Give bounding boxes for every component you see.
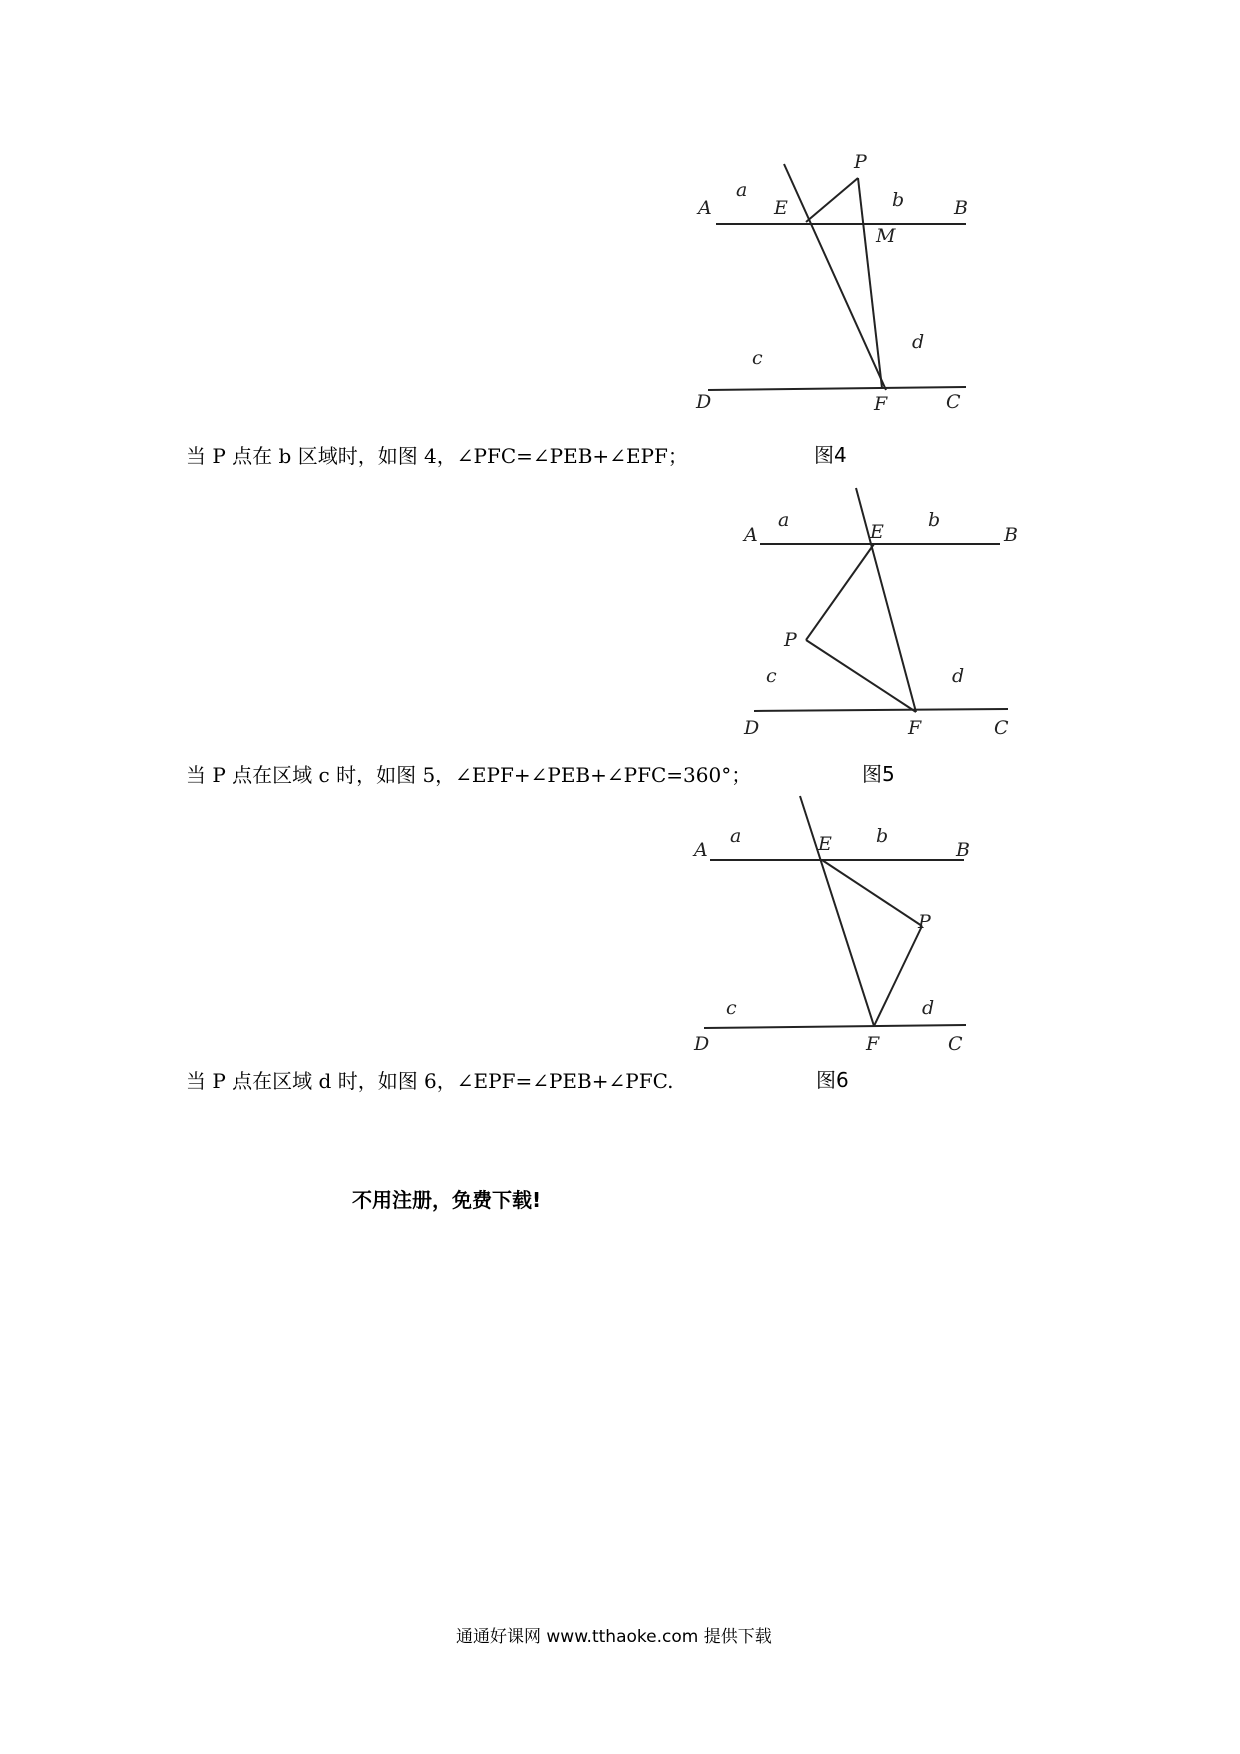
- label-d-point: D: [744, 717, 760, 739]
- label-e: E: [774, 197, 788, 219]
- region-b: b: [892, 189, 905, 211]
- figure-4-caption: 图4: [814, 443, 847, 467]
- region-a: a: [736, 179, 748, 201]
- page-footer: 通通好课网 www.tthaoke.com 提供下载: [456, 1627, 772, 1647]
- figure-6-diagram: [690, 790, 990, 1060]
- label-c-point: C: [946, 391, 961, 413]
- figure-4-diagram: [690, 150, 990, 430]
- label-a-point: A: [744, 524, 758, 546]
- segment-ep: [806, 544, 874, 640]
- figure-5-diagram: [740, 480, 1040, 750]
- label-d-point: D: [696, 391, 712, 413]
- figure-5-caption: 图5: [862, 762, 895, 786]
- label-m: M: [876, 225, 896, 247]
- line-dc: [704, 1025, 966, 1028]
- label-e: E: [818, 833, 832, 855]
- region-a: a: [730, 825, 742, 847]
- figure-6-caption: 图6: [816, 1068, 849, 1092]
- label-b-point: B: [954, 197, 968, 219]
- region-c: c: [766, 665, 777, 687]
- segment-ep: [806, 178, 858, 222]
- label-p: P: [918, 911, 931, 933]
- region-c: c: [726, 997, 737, 1019]
- line-dc: [754, 709, 1008, 711]
- download-slogan: 不用注册，免费下载!: [352, 1188, 542, 1212]
- label-e: E: [870, 521, 884, 543]
- label-a-point: A: [694, 839, 708, 861]
- segment-ep: [822, 860, 922, 926]
- label-f: F: [874, 393, 888, 415]
- label-f: F: [908, 717, 922, 739]
- segment-pf: [874, 926, 922, 1026]
- region-b: b: [876, 825, 889, 847]
- figure-6-text: 当 P 点在区域 d 时，如图 6，∠EPF=∠PEB+∠PFC.: [186, 1069, 674, 1093]
- label-a-point: A: [698, 197, 712, 219]
- label-c-point: C: [948, 1033, 963, 1055]
- label-f: F: [866, 1033, 880, 1055]
- label-c-point: C: [994, 717, 1009, 739]
- label-b-point: B: [1004, 524, 1018, 546]
- region-c: c: [752, 347, 763, 369]
- label-d-point: D: [694, 1033, 710, 1055]
- line-dc: [708, 387, 966, 390]
- label-p: P: [784, 629, 797, 651]
- label-b-point: B: [956, 839, 970, 861]
- label-p: P: [854, 151, 867, 173]
- figure-5-text: 当 P 点在区域 c 时，如图 5，∠EPF+∠PEB+∠PFC=360°；: [186, 763, 752, 787]
- region-b: b: [928, 509, 941, 531]
- figure-4-text: 当 P 点在 b 区域时，如图 4，∠PFC=∠PEB+∠EPF；: [186, 444, 688, 468]
- region-d: d: [922, 997, 935, 1019]
- transversal: [800, 796, 874, 1026]
- region-d: d: [952, 665, 965, 687]
- region-d: d: [912, 331, 925, 353]
- region-a: a: [778, 509, 790, 531]
